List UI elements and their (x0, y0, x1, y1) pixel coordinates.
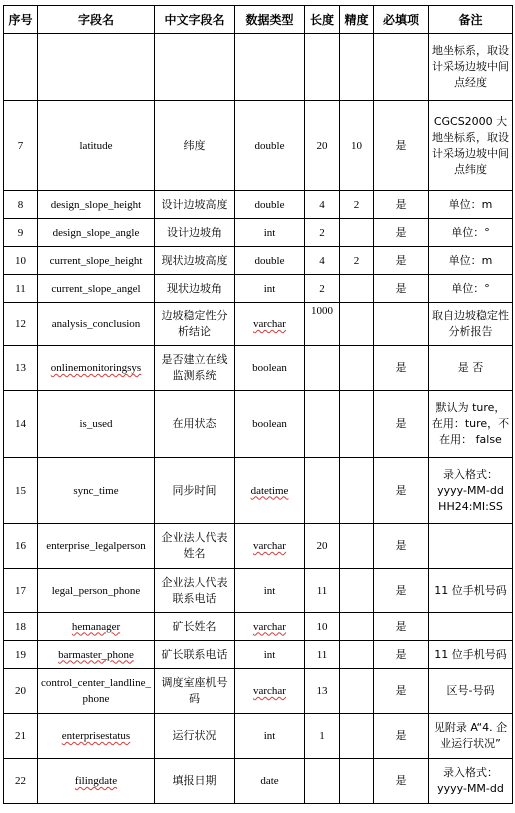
cell-precision (340, 303, 374, 346)
cell-field: hemanager (38, 613, 155, 641)
cell-no: 14 (4, 391, 38, 458)
cell-type: double (235, 101, 305, 191)
cell-precision (340, 391, 374, 458)
cell-required: 是 (374, 569, 429, 613)
cell-remarks: 单位：° (429, 219, 513, 247)
cell-type: double (235, 247, 305, 275)
field-definition-table (3, 5, 513, 804)
cell-type: int (235, 714, 305, 759)
cell-remarks (429, 524, 513, 569)
header-precision: 精度 (340, 6, 374, 34)
cell-chinese-name: 纬度 (155, 101, 235, 191)
cell-length: 11 (305, 641, 340, 669)
cell-field: design_slope_height (38, 191, 155, 219)
cell-required: 是 (374, 641, 429, 669)
cell-remarks: 是 否 (429, 346, 513, 391)
cell-field: enterprisestatus (38, 714, 155, 759)
cell-precision (340, 219, 374, 247)
cell-field (38, 34, 155, 101)
cell-field: analysis_conclusion (38, 303, 155, 346)
table-row (4, 346, 513, 391)
table-row (4, 641, 513, 669)
cell-type: int (235, 275, 305, 303)
cell-type: boolean (235, 346, 305, 391)
cell-type: int (235, 569, 305, 613)
cell-required: 是 (374, 101, 429, 191)
cell-required (374, 34, 429, 101)
cell-remarks: 取自边坡稳定性分析报告 (429, 303, 513, 346)
cell-chinese-name: 矿长姓名 (155, 613, 235, 641)
cell-type: double (235, 191, 305, 219)
cell-remarks: 11 位手机号码 (429, 641, 513, 669)
table-row (4, 391, 513, 458)
table-row (4, 613, 513, 641)
cell-type: date (235, 759, 305, 804)
cell-type: varchar (235, 303, 305, 346)
cell-remarks: 地坐标系，取设计采场边坡中间点经度 (429, 34, 513, 101)
cell-no: 8 (4, 191, 38, 219)
header-required: 必填项 (374, 6, 429, 34)
cell-length (305, 346, 340, 391)
cell-length: 2 (305, 219, 340, 247)
cell-no: 18 (4, 613, 38, 641)
cell-length: 4 (305, 191, 340, 219)
cell-length (305, 458, 340, 524)
cell-no: 22 (4, 759, 38, 804)
cell-required (374, 303, 429, 346)
cell-type: varchar (235, 613, 305, 641)
cell-remarks: 单位：° (429, 275, 513, 303)
cell-required: 是 (374, 759, 429, 804)
cell-chinese-name: 企业法人代表联系电话 (155, 569, 235, 613)
cell-precision: 2 (340, 247, 374, 275)
cell-length: 20 (305, 524, 340, 569)
cell-remarks: 单位：m (429, 247, 513, 275)
cell-type: int (235, 641, 305, 669)
cell-precision (340, 458, 374, 524)
header-field-name: 字段名 (38, 6, 155, 34)
cell-no: 10 (4, 247, 38, 275)
cell-precision (340, 759, 374, 804)
cell-required: 是 (374, 613, 429, 641)
cell-chinese-name: 运行状况 (155, 714, 235, 759)
cell-precision (340, 34, 374, 101)
table-row (4, 247, 513, 275)
cell-remarks: 录入格式：yyyy-MM-dd HH24:MI:SS (429, 458, 513, 524)
cell-type: datetime (235, 458, 305, 524)
cell-type: int (235, 219, 305, 247)
cell-precision: 2 (340, 191, 374, 219)
cell-length: 4 (305, 247, 340, 275)
cell-no: 20 (4, 669, 38, 714)
cell-no: 19 (4, 641, 38, 669)
cell-chinese-name: 边坡稳定性分析结论 (155, 303, 235, 346)
header-data-type: 数据类型 (235, 6, 305, 34)
cell-field: current_slope_angel (38, 275, 155, 303)
cell-field: legal_person_phone (38, 569, 155, 613)
cell-no: 7 (4, 101, 38, 191)
cell-length: 13 (305, 669, 340, 714)
cell-precision (340, 641, 374, 669)
cell-precision (340, 714, 374, 759)
cell-no: 21 (4, 714, 38, 759)
cell-type: varchar (235, 524, 305, 569)
table-row (4, 34, 513, 101)
cell-required: 是 (374, 247, 429, 275)
cell-required: 是 (374, 524, 429, 569)
cell-required: 是 (374, 191, 429, 219)
cell-remarks: 11 位手机号码 (429, 569, 513, 613)
cell-type: varchar (235, 669, 305, 714)
cell-length: 1 (305, 714, 340, 759)
table-row (4, 714, 513, 759)
cell-chinese-name (155, 34, 235, 101)
cell-required: 是 (374, 346, 429, 391)
cell-field: design_slope_angle (38, 219, 155, 247)
header-row (4, 6, 513, 34)
cell-no: 16 (4, 524, 38, 569)
cell-length: 11 (305, 569, 340, 613)
table-row (4, 458, 513, 524)
cell-length: 20 (305, 101, 340, 191)
cell-precision (340, 524, 374, 569)
cell-no: 12 (4, 303, 38, 346)
table-row (4, 219, 513, 247)
cell-length: 10 (305, 613, 340, 641)
cell-chinese-name: 是否建立在线监测系统 (155, 346, 235, 391)
cell-field: enterprise_legalperson (38, 524, 155, 569)
cell-chinese-name: 设计边坡高度 (155, 191, 235, 219)
cell-field: filingdate (38, 759, 155, 804)
cell-chinese-name: 在用状态 (155, 391, 235, 458)
cell-type: boolean (235, 391, 305, 458)
cell-field: latitude (38, 101, 155, 191)
cell-field: is_used (38, 391, 155, 458)
header-chinese-name: 中文字段名 (155, 6, 235, 34)
table-row (4, 101, 513, 191)
header-remarks: 备注 (429, 6, 513, 34)
table-row (4, 759, 513, 804)
cell-type (235, 34, 305, 101)
cell-remarks: 区号-号码 (429, 669, 513, 714)
cell-field: onlinemonitoringsys (38, 346, 155, 391)
table-row (4, 669, 513, 714)
table-row (4, 524, 513, 569)
cell-precision (340, 346, 374, 391)
cell-remarks: 默认为 ture，在用：ture，不在用： false (429, 391, 513, 458)
cell-required: 是 (374, 458, 429, 524)
cell-no: 15 (4, 458, 38, 524)
cell-no (4, 34, 38, 101)
cell-length (305, 34, 340, 101)
cell-chinese-name: 现状边坡角 (155, 275, 235, 303)
cell-no: 17 (4, 569, 38, 613)
cell-no: 13 (4, 346, 38, 391)
cell-field: current_slope_height (38, 247, 155, 275)
cell-length (305, 391, 340, 458)
cell-required: 是 (374, 669, 429, 714)
header-no: 序号 (4, 6, 38, 34)
table-row (4, 569, 513, 613)
cell-precision (340, 669, 374, 714)
cell-precision (340, 613, 374, 641)
cell-chinese-name: 调度室座机号码 (155, 669, 235, 714)
header-length: 长度 (305, 6, 340, 34)
cell-required: 是 (374, 219, 429, 247)
cell-required: 是 (374, 391, 429, 458)
cell-length: 1000 (305, 303, 340, 346)
cell-chinese-name: 填报日期 (155, 759, 235, 804)
cell-field: sync_time (38, 458, 155, 524)
cell-precision: 10 (340, 101, 374, 191)
cell-chinese-name: 矿长联系电话 (155, 641, 235, 669)
cell-field: barmaster_phone (38, 641, 155, 669)
table-row (4, 191, 513, 219)
cell-remarks: CGCS2000 大地坐标系，取设计采场边坡中间点纬度 (429, 101, 513, 191)
cell-field: control_center_landline_phone (38, 669, 155, 714)
table-row (4, 275, 513, 303)
cell-remarks: 见附录 A“4. 企业运行状况” (429, 714, 513, 759)
cell-no: 9 (4, 219, 38, 247)
cell-required: 是 (374, 275, 429, 303)
cell-precision (340, 275, 374, 303)
cell-remarks: 单位：m (429, 191, 513, 219)
cell-chinese-name: 同步时间 (155, 458, 235, 524)
cell-length (305, 759, 340, 804)
cell-length: 2 (305, 275, 340, 303)
cell-precision (340, 569, 374, 613)
cell-remarks: 录入格式：yyyy-MM-dd (429, 759, 513, 804)
cell-chinese-name: 设计边坡角 (155, 219, 235, 247)
cell-no: 11 (4, 275, 38, 303)
cell-required: 是 (374, 714, 429, 759)
cell-remarks (429, 613, 513, 641)
cell-chinese-name: 现状边坡高度 (155, 247, 235, 275)
cell-chinese-name: 企业法人代表姓名 (155, 524, 235, 569)
table-row (4, 303, 513, 346)
